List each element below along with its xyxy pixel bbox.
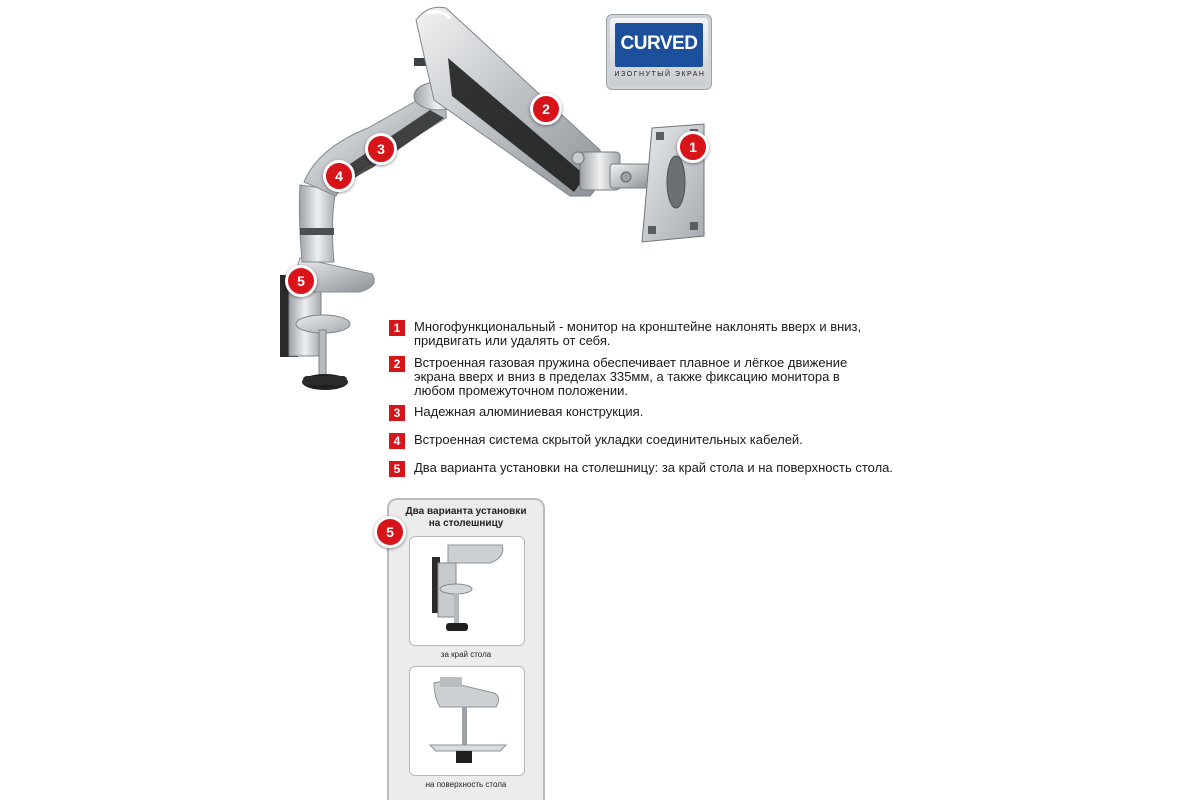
panel-title-line: на столешницу [428, 518, 504, 529]
callout-badge-4: 4 [323, 160, 355, 192]
callout-badge-1: 1 [677, 131, 709, 163]
option-surface-image [409, 666, 525, 776]
curved-screen-logo [606, 14, 712, 90]
panel-title-line: Два варианта установки [405, 506, 527, 517]
feature-item-5 [389, 461, 929, 475]
feature-text-line: любом промежуточном положении. [414, 383, 628, 398]
feature-text-line: Многофункциональный - монитор на кронштейне наклонять вверх и вниз, [414, 319, 862, 334]
panel-title [389, 506, 543, 530]
feature-text-line: придвигать или удалять от себя. [414, 333, 611, 348]
feature-number-1: 1 [389, 320, 405, 336]
logo-brand-text: CURVED [620, 33, 698, 54]
feature-text-line: Надежная алюминиевая конструкция. [414, 404, 644, 419]
feature-item-3 [389, 405, 929, 419]
feature-item-1 [389, 320, 929, 348]
feature-number-4: 4 [389, 433, 405, 449]
callout-badge-2: 2 [530, 93, 562, 125]
feature-number-3: 3 [389, 405, 405, 421]
callout-badge-3: 3 [365, 133, 397, 165]
feature-text-line: Два варианта установки на столешницу: за край стола и на поверхность стола. [414, 460, 894, 475]
option-surface-caption: на поверхность стола [425, 780, 507, 789]
option-edge-image [409, 536, 525, 646]
option-edge-caption: за край стола [440, 650, 492, 659]
feature-item-4 [389, 433, 929, 447]
logo-subtitle: ИЗОГНУТЫЙ ЭКРАН [614, 71, 706, 78]
feature-number-5: 5 [389, 461, 405, 477]
feature-text-line: экрана вверх и вниз в пределах 335мм, а также фиксацию монитора в [414, 369, 840, 384]
mounting-options-panel [387, 498, 545, 800]
panel-callout-badge-5: 5 [374, 516, 406, 548]
feature-text-line: Встроенная газовая пружина обеспечивает плавное и лёгкое движение [414, 355, 848, 370]
feature-number-2: 2 [389, 356, 405, 372]
feature-list [389, 320, 929, 475]
feature-item-2 [389, 356, 929, 398]
callout-badge-5: 5 [285, 265, 317, 297]
feature-text-line: Встроенная система скрытой укладки соединительных кабелей. [414, 432, 803, 447]
